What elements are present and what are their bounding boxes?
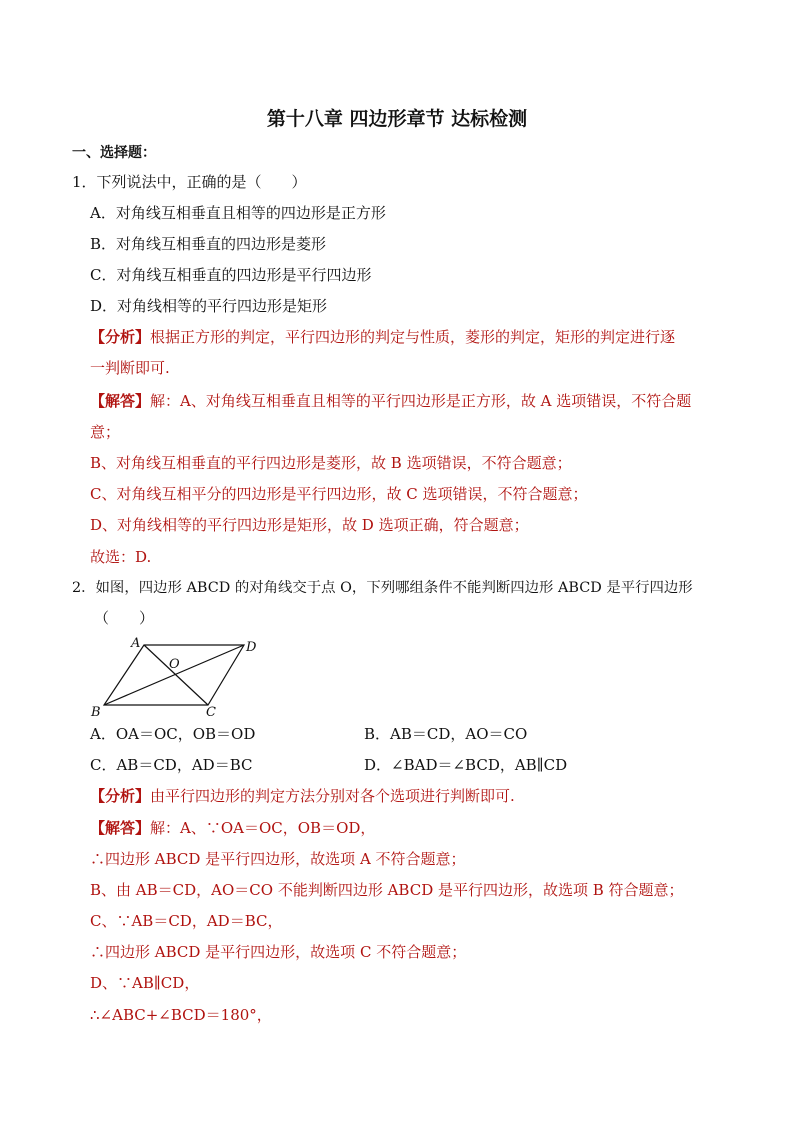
q1-answer-line-5: D、对角线相等的平行四边形是矩形，故 D 选项正确，符合题意； (90, 516, 529, 534)
q2-answer-line-6: D、∵AB∥CD， (90, 974, 200, 992)
q1-analysis-cont: 一判断即可. (90, 359, 170, 377)
q1-option-a: A．对角线互相垂直且相等的四边形是正方形 (90, 204, 386, 222)
analysis-text: 由平行四边形的判定方法分别对各个选项进行判断即可. (150, 787, 515, 805)
q2-answer-line-2: ∴四边形 ABCD 是平行四边形，故选项 A 不符合题意； (90, 850, 466, 868)
q1-answer-line-4: C、对角线互相平分的四边形是平行四边形，故 C 选项错误，不符合题意； (90, 485, 588, 503)
answer-tag: 【解答】 (90, 819, 151, 837)
q2-answer-line-3: B、由 AB＝CD，AO＝CO 不能判断四边形 ABCD 是平行四边形，故选项 B 符合题意； (90, 881, 684, 899)
answer-text: 解：A、对角线互相垂直且相等的平行四边形是正方形，故 A 选项错误，不符合题 (150, 392, 692, 410)
diagonal-bd (104, 645, 244, 705)
label-a: A (131, 636, 141, 651)
q1-answer-line-2: 意； (90, 423, 121, 441)
label-o: O (169, 657, 180, 672)
q1-answer (90, 391, 691, 411)
q2-option-c: C．AB＝CD，AD＝BC (90, 756, 253, 774)
q2-answer (90, 818, 375, 838)
q2-option-a: A．OA＝OC，OB＝OD (90, 725, 256, 743)
q1-option-b: B．对角线互相垂直的四边形是菱形 (90, 235, 327, 253)
q1-option-c: C．对角线互相垂直的四边形是平行四边形 (90, 266, 372, 284)
analysis-tag: 【分析】 (90, 787, 151, 805)
q1-answer-line-6: 故选：D. (90, 548, 152, 566)
section-heading: 一、选择题： (72, 145, 156, 161)
diagonal-ac (144, 645, 208, 705)
q1-stem: 1．下列说法中，正确的是（ ） (72, 173, 307, 191)
page-title: 第十八章 四边形章节 达标检测 (266, 108, 528, 130)
parallelogram-figure (88, 630, 268, 722)
answer-tag: 【解答】 (90, 392, 151, 410)
q1-option-d: D．对角线相等的平行四边形是矩形 (90, 297, 328, 315)
answer-text: 解：A、∵OA＝OC，OB＝OD， (150, 819, 376, 837)
analysis-tag: 【分析】 (90, 328, 151, 346)
label-d: D (246, 640, 257, 655)
q2-option-d: D．∠BAD＝∠BCD，AB∥CD (364, 756, 568, 774)
q2-answer-line-4: C、∵AB＝CD，AD＝BC， (90, 912, 283, 930)
analysis-text: 根据正方形的判定，平行四边形的判定与性质，菱形的判定，矩形的判定进行逐 (150, 328, 676, 346)
q2-answer-line-7: ∴∠ABC+∠BCD＝180°， (90, 1006, 272, 1024)
q2-stem-cont: （ ） (94, 609, 155, 627)
q2-option-b: B．AB＝CD，AO＝CO (364, 725, 528, 743)
label-b: B (91, 705, 101, 720)
q2-stem: 2．如图，四边形 ABCD 的对角线交于点 O，下列哪组条件不能判断四边形 ABCD 是平行四边形 (72, 580, 693, 596)
q1-answer-line-3: B、对角线互相垂直的平行四边形是菱形，故 B 选项错误，不符合题意； (90, 454, 572, 472)
label-c: C (206, 705, 216, 720)
q1-analysis (90, 327, 675, 347)
q2-analysis (90, 786, 515, 806)
q2-answer-line-5: ∴四边形 ABCD 是平行四边形，故选项 C 不符合题意； (90, 943, 467, 961)
